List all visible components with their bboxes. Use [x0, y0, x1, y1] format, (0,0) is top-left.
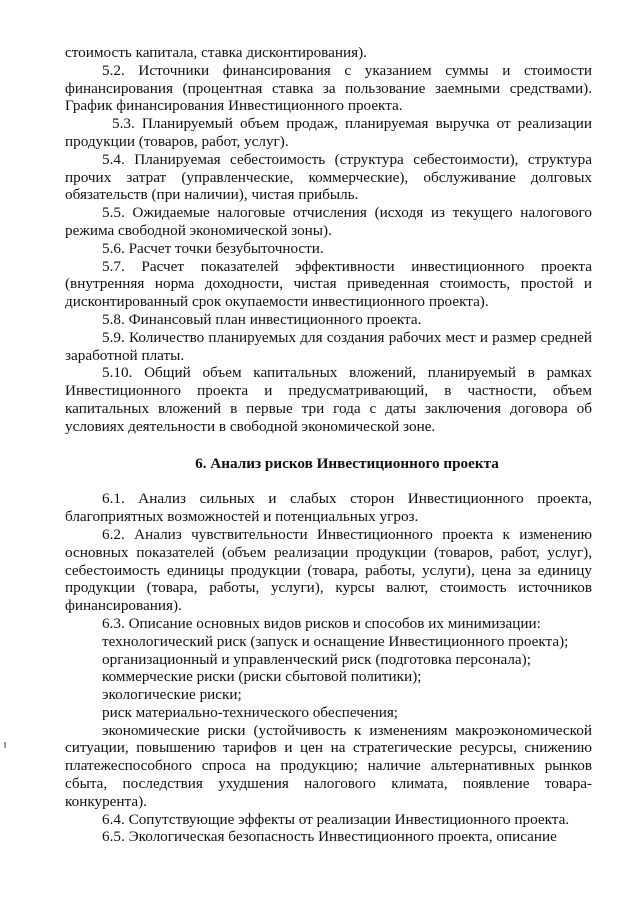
paragraph-7: 5.8. Финансовый план инвестиционного проекта. [102, 310, 422, 328]
paragraph-3: 5.4. Планируемая себестоимость (структура себестоимости), структура прочих затрат (управленческие, коммерческие), обслуживание долговых обязательств (при наличии), чистая прибыль. [65, 150, 592, 204]
paragraph-section-6-9: 6.4. Сопутствующие эффекты от реализации Инвестиционного проекта. [102, 810, 570, 828]
paragraph-8: 5.9. Количество планируемых для создания рабочих мест и размер средней заработной платы. [65, 328, 592, 364]
paragraph-section-6-8: экономические риски (устойчивость к изменениям макроэкономической ситуации, повышению тарифов и цен на стратегические ресурсы, снижению платежеспособного спроса на продукцию; наличие альтернативных рынков сбыта, последствия ухудшения налогового климата, появление товара-конкурента). [65, 721, 592, 810]
paragraph-9: 5.10. Общий объем капитальных вложений, планируемый в рамках Инвестиционного проекта и предусматривающий, в частности, объем капитальных вложений в первые три года с даты заключения договора об условиях деятельности в свободной экономической зоне. [65, 364, 592, 435]
paragraph-section-6-6: экологические риски; [102, 686, 242, 704]
paragraph-section-6-4: организационный и управленческий риск (подготовка персонала); [102, 650, 531, 668]
paragraph-2: 5.3. Планируемый объем продаж, планируемая выручка от реализации продукции (товаров, работ, услуг). [65, 115, 592, 150]
paragraph-section-6-3: технологический риск (запуск и оснащение Инвестиционного проекта); [102, 632, 569, 650]
paragraph-section-6-0: 6.1. Анализ сильных и слабых сторон Инвестиционного проекта, благоприятных возможностей и потенциальных угроз. [65, 490, 592, 526]
paragraph-section-6-10: 6.5. Экологическая безопасность Инвестиционного проекта, описание [102, 828, 557, 846]
paragraph-section-6-5: коммерческие риски (риски сбытовой политики); [102, 668, 422, 686]
paragraph-4: 5.5. Ожидаемые налоговые отчисления (исходя из текущего налогового режима свободной экономической зоны). [65, 204, 592, 239]
paragraph-1: 5.2. Источники финансирования с указанием суммы и стоимости финансирования (процентная ставка за пользование заемными средствами). График финансирования Инвестиционного проекта. [65, 61, 592, 115]
paragraph-0: стоимость капитала, ставка дисконтирования). [65, 44, 367, 61]
section-6-body [65, 490, 592, 846]
paragraph-section-6-1: 6.2. Анализ чувствительности Инвестиционного проекта к изменению основных показателей (объем реализации продукции (товаров, работ, услуг), себестоимость единицы продукции (товара, работы, услуги), цена за единицу продукции (товара, работы, услуги), курсы валют, стоимость источников финансирования). [65, 525, 592, 615]
paragraph-5: 5.6. Расчет точки безубыточности. [102, 239, 324, 257]
section-5-continuation [65, 44, 592, 436]
document-page [65, 44, 592, 846]
paragraph-6: 5.7. Расчет показателей эффективности инвестиционного проекта (внутренняя норма доходности, чистая приведенная стоимость, простой и дисконтированный срок окупаемости инвестиционного проекта). [65, 257, 592, 311]
section-6-heading: 6. Анализ рисков Инвестиционного проекта [195, 454, 499, 472]
scan-artifact-mark [4, 742, 6, 748]
paragraph-section-6-7: риск материально-технического обеспечения; [102, 703, 399, 721]
paragraph-section-6-2: 6.3. Описание основных видов рисков и способов их минимизации: [102, 614, 541, 632]
